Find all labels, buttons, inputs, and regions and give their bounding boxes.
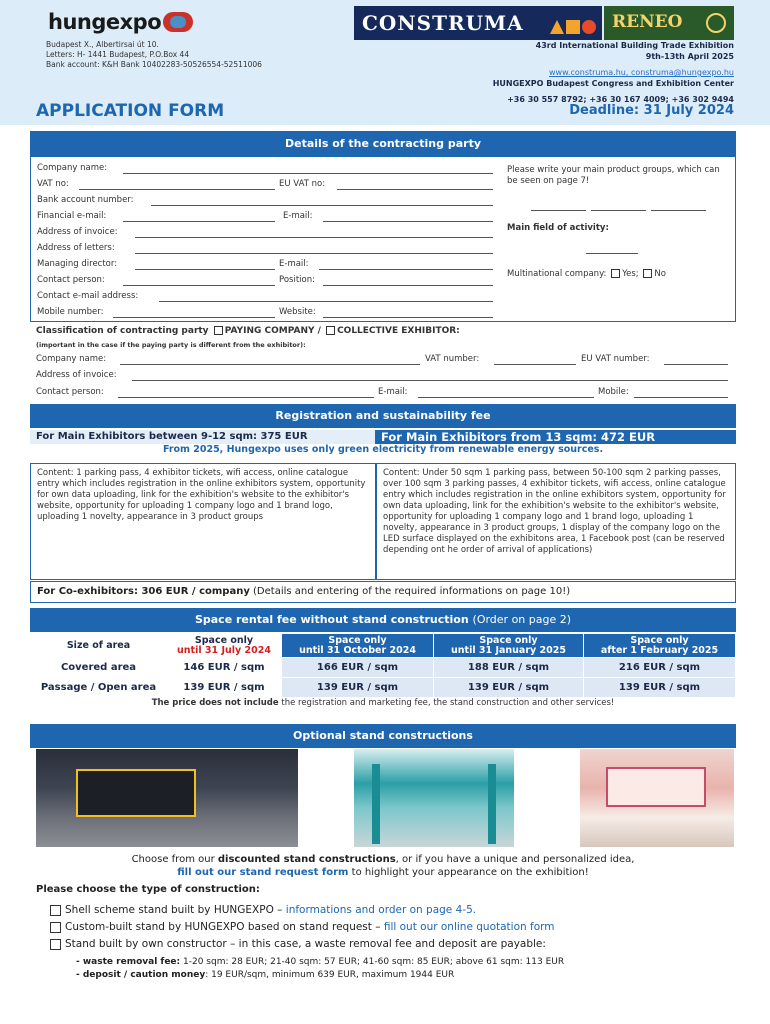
- paying-invoice-input[interactable]: [132, 380, 728, 381]
- paying-contact-input[interactable]: [118, 397, 374, 398]
- space-note-rest: the registration and marketing fee, the stand construction and other services!: [281, 698, 615, 708]
- content-large-exhibitors: Content: Under 50 sqm 1 parking pass, between 50-100 sqm 2 parking passes, over 100 sqm 3 parking passes, 4 exhibitor tickets, wifi access, online catalogue entry which includes registration in the online exhibitors system, opportunity for own data uploading, link for the exhibition's website to the exhibitor's website, opportunity for uploading 1 company logo and 1 brand logo, uploading 1 novelty, appearance in 3 product groups, 1 display of the company logo on the LED surface displayed on the exhibitons area, 1 Facebook post (can be reserved depending ont he order of arrival of applications): [376, 463, 736, 580]
- waste-removal-fee: [76, 957, 564, 967]
- multinational-label: Multinational company:: [507, 269, 607, 279]
- table-cell: 139 EUR / sqm: [434, 678, 584, 698]
- product-group-input-3[interactable]: [651, 210, 706, 211]
- address-line: Bank account: K&H Bank 10402283-50526554-52511006: [46, 60, 262, 69]
- paying-mobile-input[interactable]: [634, 397, 728, 398]
- paying-mobile-label: Mobile:: [598, 387, 629, 397]
- content-small-exhibitors: Content: 1 parking pass, 4 exhibitor tickets, wifi access, online catalogue entry which includes registration in the online exhibitors system, opportunity for own data uploading, link for the exhibition's website to the exhibitor's website, opportunity for uploading 1 company logo and 1 brand logo, uploading 1 novelty, appearance in 3 product groups: [30, 463, 376, 580]
- main-field-input[interactable]: [586, 253, 638, 254]
- director-email-input[interactable]: [319, 269, 493, 270]
- space-heading-text: Space rental fee without stand construction: [194, 613, 469, 626]
- multinational-row: [507, 269, 666, 279]
- table-cell: 216 EUR / sqm: [584, 658, 736, 678]
- coexhibitor-details: (Details and entering of the required informations on page 10!): [253, 586, 571, 597]
- vat-no-label: VAT no:: [37, 179, 69, 189]
- managing-director-label: Managing director:: [37, 259, 118, 269]
- financial-email-label: Financial e-mail:: [37, 211, 107, 221]
- classification-label: Classification of contracting party: [36, 326, 209, 336]
- shell-scheme-checkbox[interactable]: [50, 905, 61, 916]
- stand-photo-2-post: [372, 764, 380, 844]
- coexhibitor-fee: [30, 581, 736, 603]
- eu-vat-no-label: EU VAT no:: [279, 179, 326, 189]
- waste-fee-label: - waste removal fee:: [76, 957, 181, 967]
- deadline: Deadline: 31 July 2024: [569, 103, 734, 118]
- column-header: [434, 634, 584, 658]
- paying-email-label: E-mail:: [378, 387, 408, 397]
- venue: HUNGEXPO Budapest Congress and Exhibition Center: [492, 79, 734, 88]
- column-title: Space only: [479, 634, 538, 646]
- multinational-yes-checkbox[interactable]: [611, 269, 620, 278]
- phone-numbers: +36 30 557 8792; +36 30 167 4009; +36 302 9494: [507, 95, 734, 104]
- stand-photo-2: [354, 749, 514, 847]
- mobile-input[interactable]: [113, 317, 275, 318]
- choose-text-bold: discounted stand constructions: [217, 854, 396, 865]
- table-cell: 139 EUR / sqm: [584, 678, 736, 698]
- table-row: [31, 678, 736, 698]
- stand-photo-3-panel: [606, 767, 706, 807]
- registration-prices: [30, 430, 736, 444]
- option-text: Custom-built stand by HUNGEXPO based on stand request –: [65, 921, 381, 933]
- website-input[interactable]: [323, 317, 493, 318]
- deposit-value: : 19 EUR/sqm, minimum 639 EUR, maximum 1944 EUR: [205, 970, 455, 980]
- collective-exhibitor-label: COLLECTIVE EXHIBITOR:: [337, 326, 460, 336]
- choose-text-3: to highlight your appearance on the exhibition!: [351, 867, 589, 878]
- no-label: No: [654, 269, 666, 279]
- contact-person-input[interactable]: [123, 285, 275, 286]
- managing-director-input[interactable]: [135, 269, 275, 270]
- exhibition-line: 43rd International Building Trade Exhibition: [535, 41, 734, 50]
- reneo-logo: [604, 6, 734, 40]
- column-title: Space only: [328, 634, 387, 646]
- contact-email-input[interactable]: [159, 301, 493, 302]
- paying-contact-label: Contact person:: [36, 387, 104, 397]
- space-section-heading: [30, 608, 736, 632]
- space-note-bold: The price does not include: [151, 698, 279, 708]
- mobile-label: Mobile number:: [37, 307, 104, 317]
- column-header: [31, 634, 167, 658]
- column-title: Space only: [630, 634, 689, 646]
- exhibition-dates: 9th-13th April 2025: [645, 52, 734, 61]
- price-small-exhibitors: For Main Exhibitors between 9-12 sqm: 375 EUR: [30, 430, 375, 444]
- option-custom-built: [48, 921, 554, 933]
- header: [0, 0, 770, 125]
- website-label: Website:: [279, 307, 316, 317]
- company-name-label: Company name:: [37, 163, 108, 173]
- option-own-constructor: [48, 938, 546, 950]
- paying-company-label: PAYING COMPANY /: [224, 326, 321, 336]
- price-large-exhibitors: For Main Exhibitors from 13 sqm: 472 EUR: [375, 430, 736, 444]
- collective-exhibitor-checkbox[interactable]: [326, 326, 335, 335]
- table-cell: 139 EUR / sqm: [282, 678, 434, 698]
- option-shell-scheme: [48, 904, 476, 916]
- email-label: E-mail:: [283, 211, 313, 221]
- table-cell: 188 EUR / sqm: [434, 658, 584, 678]
- paying-company-name-label: Company name:: [36, 354, 107, 364]
- column-subtitle: until 31 October 2024: [299, 644, 416, 656]
- stand-photo-2-post: [488, 764, 496, 844]
- table-header-row: [31, 634, 736, 658]
- paying-vat-input[interactable]: [494, 364, 576, 365]
- column-header: [584, 634, 736, 658]
- main-field-label: Main field of activity:: [507, 223, 609, 233]
- paying-invoice-label: Address of invoice:: [36, 370, 117, 380]
- option-text: Shell scheme stand built by HUNGEXPO –: [65, 904, 283, 916]
- contact-person-label: Contact person:: [37, 275, 105, 285]
- space-heading-note: (Order on page 2): [472, 613, 572, 626]
- event-info: [493, 40, 734, 105]
- shell-scheme-link[interactable]: informations and order on page 4-5.: [285, 904, 477, 916]
- address-block: [46, 40, 262, 70]
- contact-email-label: Contact e-mail address:: [37, 291, 139, 301]
- page-title: APPLICATION FORM: [36, 101, 225, 121]
- waste-fee-value: 1-20 sqm: 28 EUR; 21-40 sqm: 57 EUR; 41-60 sqm: 85 EUR; above 61 sqm: 113 EUR: [183, 957, 565, 967]
- position-input[interactable]: [323, 285, 493, 286]
- classification-row: [36, 326, 460, 336]
- hungexpo-logo: hungexpo: [48, 10, 162, 34]
- optional-section-heading: Optional stand constructions: [30, 724, 736, 748]
- deposit-fee: [76, 970, 454, 980]
- company-name-input[interactable]: [123, 173, 493, 174]
- paying-vat-label: VAT number:: [425, 354, 480, 364]
- letters-address-label: Address of letters:: [37, 243, 115, 253]
- paying-eu-vat-label: EU VAT number:: [581, 354, 650, 364]
- multinational-no-checkbox[interactable]: [643, 269, 652, 278]
- table-cell: 146 EUR / sqm: [167, 658, 282, 678]
- column-subtitle: until 31 January 2025: [451, 644, 566, 656]
- stand-photo-3: [580, 749, 734, 847]
- product-group-input-1[interactable]: [531, 210, 586, 211]
- eu-vat-no-input[interactable]: [337, 189, 493, 190]
- email-input[interactable]: [323, 221, 493, 222]
- space-price-note: [30, 698, 736, 708]
- custom-built-checkbox[interactable]: [50, 922, 61, 933]
- coexhibitor-price: For Co-exhibitors: 306 EUR / company: [37, 586, 250, 597]
- contracting-form: [30, 157, 736, 322]
- space-rental-table: [30, 633, 736, 698]
- classification-note: (important in the case if the paying party is different from the exhibitor):: [36, 341, 306, 349]
- address-line: Budapest X., Albertirsai út 10.: [46, 40, 159, 49]
- reneo-wordmark: RENEO: [612, 12, 683, 32]
- paying-email-input[interactable]: [418, 397, 594, 398]
- column-subtitle: until 31 July 2024: [177, 644, 271, 656]
- column-title: Space only: [194, 634, 254, 646]
- position-label: Position:: [279, 275, 315, 285]
- column-header: [167, 634, 282, 658]
- product-groups-note: Please write your main product groups, which can be seen on page 7!: [507, 165, 720, 186]
- stand-request-link[interactable]: fill out our stand request form: [177, 867, 349, 878]
- director-email-label: E-mail:: [279, 259, 309, 269]
- table-cell: 139 EUR / sqm: [167, 678, 282, 698]
- own-constructor-checkbox[interactable]: [50, 939, 61, 950]
- product-group-input-2[interactable]: [591, 210, 646, 211]
- financial-email-input[interactable]: [123, 221, 275, 222]
- row-label: Covered area: [31, 658, 167, 678]
- yes-label: Yes;: [622, 269, 639, 279]
- column-header: [282, 634, 434, 658]
- letters-address-input[interactable]: [135, 253, 493, 254]
- column-subtitle: after 1 February 2025: [600, 644, 719, 656]
- stand-photo-1-panel: [76, 769, 196, 817]
- paying-company-checkbox[interactable]: [214, 326, 223, 335]
- hungexpo-logo-icon: [163, 12, 193, 32]
- bank-account-label: Bank account number:: [37, 195, 134, 205]
- table-cell: 166 EUR / sqm: [282, 658, 434, 678]
- construma-shapes-icon: [548, 15, 596, 39]
- contact-links[interactable]: www.construma.hu, construma@hungexpo.hu: [549, 68, 734, 77]
- registration-section-heading: Registration and sustainability fee: [30, 404, 736, 428]
- construma-logo: [354, 6, 602, 40]
- vat-no-input[interactable]: [79, 189, 275, 190]
- green-electricity-note: From 2025, Hungexpo uses only green electricity from renewable energy sources.: [162, 444, 604, 455]
- construction-type-title: Please choose the type of construction:: [36, 884, 260, 895]
- choose-text-2: , or if you have a unique and personalized idea,: [395, 854, 635, 865]
- globe-icon: [706, 13, 726, 33]
- paying-eu-vat-input[interactable]: [664, 364, 728, 365]
- choose-construction-text: [30, 853, 736, 879]
- address-line: Letters: H- 1441 Budapest, P.O.Box 44: [46, 50, 190, 59]
- deposit-label: - deposit / caution money: [76, 970, 206, 980]
- quotation-form-link[interactable]: fill out our online quotation form: [383, 921, 555, 933]
- choose-text-1: Choose from our: [131, 854, 215, 865]
- contracting-section-heading: Details of the contracting party: [30, 131, 736, 157]
- row-label: Passage / Open area: [31, 678, 167, 698]
- stand-photo-1: [36, 749, 298, 847]
- invoice-address-label: Address of invoice:: [37, 227, 118, 237]
- column-title: Size of area: [66, 639, 131, 651]
- table-row: [31, 658, 736, 678]
- invoice-address-input[interactable]: [135, 237, 493, 238]
- paying-company-name-input[interactable]: [120, 364, 420, 365]
- option-text: Stand built by own constructor – in this case, a waste removal fee and deposit are payable:: [65, 938, 546, 950]
- bank-account-input[interactable]: [151, 205, 493, 206]
- construma-wordmark: CONSTRUMA: [362, 11, 524, 35]
